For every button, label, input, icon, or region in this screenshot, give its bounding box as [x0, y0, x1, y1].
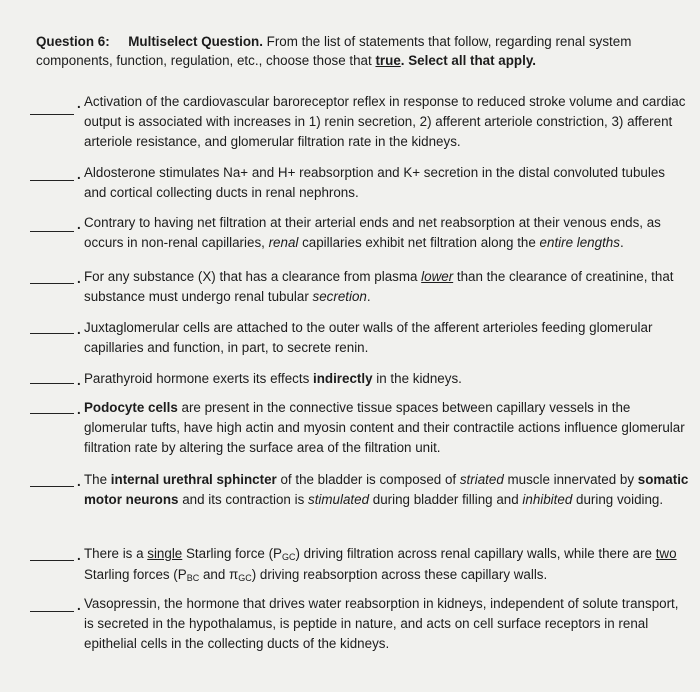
statement-text-run: muscle innervated by	[503, 472, 638, 487]
statement-text-run: Vasopressin, the hormone that drives water reabsorption in kidneys, independent of solute transport, is secreted in the hypothalamus, is peptide in nature, and acts on cell surface receptors in renal epithelial cells in the collecting ducts of the kidneys.	[84, 596, 679, 651]
statement-text-run: renal	[268, 235, 299, 250]
statement-text	[84, 163, 690, 203]
statement-text	[84, 318, 690, 358]
statement-text-run: Contrary to having net filtration at their arterial ends and net reabsorption at their venous ends, as occurs in non-renal capillaries,	[84, 215, 661, 250]
statement-text	[84, 92, 690, 152]
statement-text-run: BC	[186, 573, 200, 583]
statement-text-run: Juxtaglomerular cells are attached to the outer walls of the afferent arterioles feeding glomerular capillaries and function, in part, to secrete renin.	[84, 320, 653, 355]
statement-text	[84, 398, 690, 458]
statement-text-run: GC	[282, 552, 296, 562]
statement-text-run: striated	[459, 472, 504, 487]
statement-text-run: are present in the connective tissue spaces between capillary vessels in the glomerular tufts, have high actin and myosin content and their contractile actions influence glomerular filtration rate by altering the surface area of the filtration unit.	[84, 400, 685, 455]
statement-text-run: Aldosterone stimulates Na+ and H+ reabsorption and K+ secretion in the distal convoluted tubules and cortical collecting ducts in renal nephrons.	[84, 165, 665, 200]
statement-text-run: Starling force (P	[182, 546, 282, 561]
statement-text	[84, 470, 690, 510]
statement-text-run: .	[366, 289, 371, 304]
statement-text-run: during voiding.	[572, 492, 664, 507]
statement-text-run: single	[147, 546, 183, 561]
statement-text-run: and its contraction is	[178, 492, 308, 507]
statement-text-run: capillaries exhibit net filtration along the	[298, 235, 540, 250]
answer-blank[interactable]	[30, 114, 74, 115]
statement-text-run: stimulated	[308, 492, 370, 507]
statement-text-run: .	[619, 235, 624, 250]
answer-blank[interactable]	[30, 560, 74, 561]
statement-text	[84, 544, 690, 586]
question-header	[36, 32, 676, 70]
statement-text-run: For any substance (X) that has a clearance from plasma	[84, 269, 422, 284]
answer-blank[interactable]	[30, 486, 74, 487]
answer-blank[interactable]	[30, 383, 74, 384]
answer-blank[interactable]	[30, 231, 74, 232]
statement-text	[84, 267, 690, 307]
statement-text-run: There is a	[84, 546, 148, 561]
statement-text-run: Podocyte cells	[84, 400, 178, 415]
statement-text-run: internal urethral sphincter	[110, 472, 277, 487]
statement-text	[84, 369, 690, 389]
statement-text-run: in the kidneys.	[372, 371, 462, 386]
answer-blank[interactable]	[30, 333, 74, 334]
statement-text-run: secretion	[312, 289, 367, 304]
statement-text-run: than the clearance of creatinine, that substance must undergo renal tubular	[84, 269, 674, 304]
statement-text-run: somatic motor neurons	[84, 472, 689, 507]
statement-text-run: Parathyroid hormone exerts its effects	[84, 371, 313, 386]
question-label: Question 6:	[36, 34, 110, 49]
answer-blank[interactable]	[30, 611, 74, 612]
statement-text-run: during bladder filling and	[369, 492, 523, 507]
statement-text	[84, 213, 690, 253]
statement-text-run: GC	[238, 573, 252, 583]
answer-blank[interactable]	[30, 413, 74, 414]
question-instruction: From the list of statements that follow, regarding renal system components, function, regulation, etc., choose those that	[36, 34, 632, 68]
answer-blank[interactable]	[30, 180, 74, 181]
question-page: Question 6: Multiselect Question. From the list of statements that follow, regarding renal system components, function, regulation, etc., choose those that true. Select all that apply. . Activation of the cardiovascular baroreceptor reflex in response to reduced stroke volume and cardiac output is associated with increases in 1) renin secretion, 2) afferent arteriole constriction, 3) afferent arteriole resistance, and glomerular filtration rate in the kidneys. . Aldosterone stimulates Na+ and H+ reabsorption and K+ secretion in the distal convoluted tubules and cortical collecting ducts in renal nephrons. . Contrary to having net filtration at their arterial ends and net reabsorption at their venous ends, as occurs in non-renal capillaries, renal capillaries exhibit net filtration along the entire lengths. . For any substance (X) that has a clearance from plasma lower than the clearance of creatinine, that substance must undergo renal tubular secretion. . Juxtaglomerular cells are attached to the outer walls of the afferent arterioles feeding glomerular capillaries and function, in part, to secrete renin. . Parathyroid hormone exerts its effects indirectly in the kidneys. . Podocyte cells are present in the connective tissue spaces between capillary vessels in the glomerular tufts, have high actin and myosin content and their contractile actions influence glomerular filtration rate by altering the surface area of the filtration unit. . The internal urethral sphincter of the bladder is composed of striated muscle innervated by somatic motor neurons and its contraction is stimulated during bladder filling and inhibited during voiding. . There is a single Starling force $(P_{GC})$ driving filtration across renal capillary walls, while there are two Starling forces ($P_{BC}$ and $\pi_{GC}$) driving reabsorption across these capillary walls. . Vasopressin, the hormone that drives water reabsorption in kidneys, independent of solute transport, is secreted in the hypothalamus, is peptide in nature, and acts on cell surface receptors in renal epithelial cells in the collecting ducts of the kidneys.	[0, 0, 700, 692]
answer-blank[interactable]	[30, 283, 74, 284]
statement-text-run: ) driving reabsorption across these capillary walls.	[251, 567, 548, 582]
statement-text-run: lower	[421, 269, 454, 284]
statement-text-run: Starling forces (P	[84, 567, 187, 582]
statement-text-run: Activation of the cardiovascular baroreceptor reflex in response to reduced stroke volume and cardiac output is associated with increases in 1) renin secretion, 2) afferent arteriole constriction, 3) afferent arteriole resistance, and glomerular filtration rate in the kidneys.	[84, 94, 686, 149]
statement-text-run: The	[84, 472, 111, 487]
statement-text-run: and π	[199, 567, 239, 582]
select-all-note: Select all that apply.	[408, 53, 536, 68]
statement-text-run: of the bladder is composed of	[276, 472, 460, 487]
statement-text-run: two	[655, 546, 677, 561]
statement-text	[84, 594, 690, 654]
statement-text-run: entire lengths	[539, 235, 620, 250]
statement-text-run: ) driving filtration across renal capillary walls, while there are	[295, 546, 656, 561]
question-type: Multiselect Question.	[128, 34, 263, 49]
statement-text-run: indirectly	[313, 371, 373, 386]
instruction-period: .	[400, 53, 405, 68]
true-keyword: true	[375, 53, 401, 68]
statement-text-run: inhibited	[522, 492, 573, 507]
